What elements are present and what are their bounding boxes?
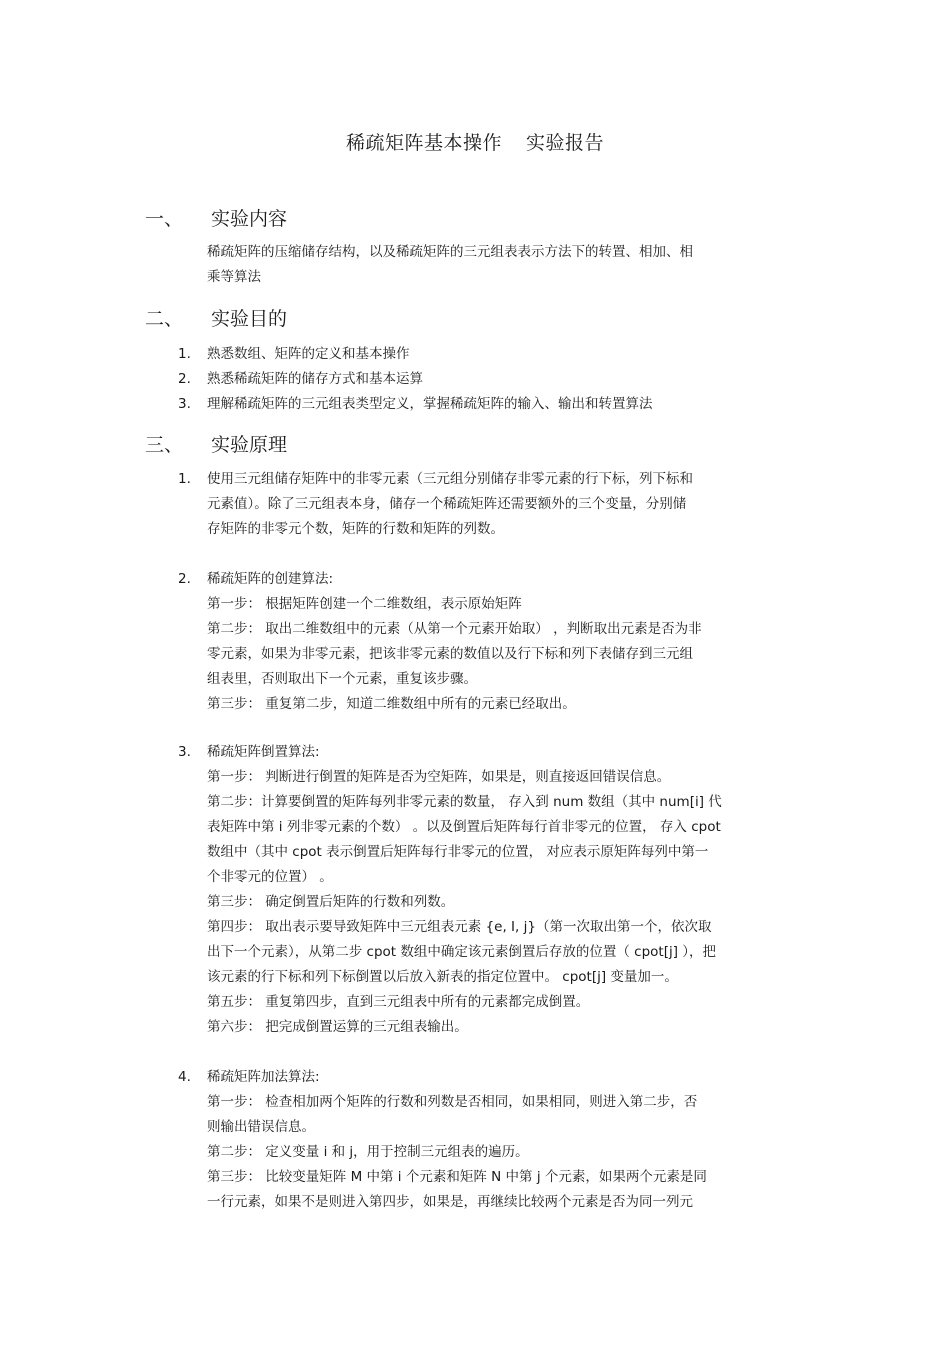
section-number: 一、 [145,208,184,230]
text-line: 稀疏矩阵加法算法: [207,1069,320,1085]
text-line: 稀疏矩阵倒置算法: [207,744,320,760]
text-line: 该元素的行下标和列下标倒置以后放入新表的指定位置中。 cpot[j] 变量加一。 [207,969,678,985]
list-number: 1. [178,471,191,487]
title-main: 稀疏矩阵基本操作 [345,132,502,154]
list-text: 理解稀疏矩阵的三元组表类型定义，掌握稀疏矩阵的输入、输出和转置算法 [207,396,653,412]
text-line: 组表里，否则取出下一个元素，重复该步骤。 [207,671,477,687]
section-heading-principles [145,430,287,457]
text-line: 第五步： 重复第四步，直到三元组表中所有的元素都完成倒置。 [207,994,590,1010]
text-line: 第一步： 根据矩阵创建一个二维数组，表示原始矩阵 [207,596,522,612]
section-title: 实验原理 [211,434,288,456]
text-line: 零元素，如果为非零元素，把该非零元素的数值以及行下标和列下表储存到三元组 [207,646,693,662]
section-title: 实验目的 [211,308,288,330]
list-number: 3. [178,744,191,760]
content-paragraph [207,240,693,290]
text-line: 第二步： 定义变量 i 和 j，用于控制三元组表的遍历。 [207,1144,529,1160]
document-title [0,128,950,155]
list-number: 2. [178,571,191,587]
list-number: 4. [178,1069,191,1085]
text-line: 第一步： 判断进行倒置的矩阵是否为空矩阵，如果是，则直接返回错误信息。 [207,769,671,785]
text-line: 第三步： 比较变量矩阵 M 中第 i 个元素和矩阵 N 中第 j 个元素，如果两个元素是同 [207,1169,707,1185]
text-line: 第一步： 检查相加两个矩阵的行数和列数是否相同，如果相同，则进入第二步，否 [207,1094,698,1110]
text-line: 则输出错误信息。 [207,1119,315,1135]
text-line: 第三步： 确定倒置后矩阵的行数和列数。 [207,894,455,910]
list-number: 3. [178,396,191,412]
text-line: 第四步： 取出表示要导致矩阵中三元组表元素 {e, I, j}（第一次取出第一个，依次取 [207,919,712,935]
list-text: 熟悉稀疏矩阵的储存方式和基本运算 [207,371,423,387]
list-number: 2. [178,371,191,387]
text-line: 出下一个元素），从第二步 cpot 数组中确定该元素倒置后存放的位置（ cpot[j] ），把 [207,944,717,960]
text-line: 第三步： 重复第二步，知道二维数组中所有的元素已经取出。 [207,696,576,712]
text-line: 第二步： 取出二维数组中的元素（从第一个元素开始取） ，判断取出元素是否为非 [207,621,702,637]
section-number: 二、 [145,308,184,330]
section-heading-goals [145,304,287,331]
text-line: 存矩阵的非零元个数，矩阵的行数和矩阵的列数。 [207,521,504,537]
title-suffix: 实验报告 [526,132,605,154]
list-text: 熟悉数组、矩阵的定义和基本操作 [207,346,410,362]
text-line: 表矩阵中第 i 列非零元素的个数） 。以及倒置后矩阵每行首非零元的位置， 存入 cpot [207,819,721,835]
text-line: 第二步：计算要倒置的矩阵每列非零元素的数量， 存入到 num 数组（其中 num[i] 代 [207,794,722,810]
section-number: 三、 [145,434,184,456]
text-line: 个非零元的位置） 。 [207,869,333,885]
section-title: 实验内容 [211,208,288,230]
text-line: 数组中（其中 cpot 表示倒置后矩阵每行非零元的位置， 对应表示原矩阵每列中第一 [207,844,709,860]
list-number: 1. [178,346,191,362]
section-heading-content [145,204,287,231]
text-line: 使用三元组储存矩阵中的非零元素（三元组分别储存非零元素的行下标，列下标和 [207,471,693,487]
text-line: 元素值）。除了三元组表本身，储存一个稀疏矩阵还需要额外的三个变量，分别储 [207,496,687,512]
text-line: 稀疏矩阵的压缩储存结构，以及稀疏矩阵的三元组表表示方法下的转置、相加、相 [207,244,693,260]
text-line: 稀疏矩阵的创建算法: [207,571,334,587]
text-line: 第六步： 把完成倒置运算的三元组表输出。 [207,1019,468,1035]
text-line: 一行元素，如果不是则进入第四步，如果是，再继续比较两个元素是否为同一列元 [207,1194,693,1210]
text-line: 乘等算法 [207,269,261,285]
